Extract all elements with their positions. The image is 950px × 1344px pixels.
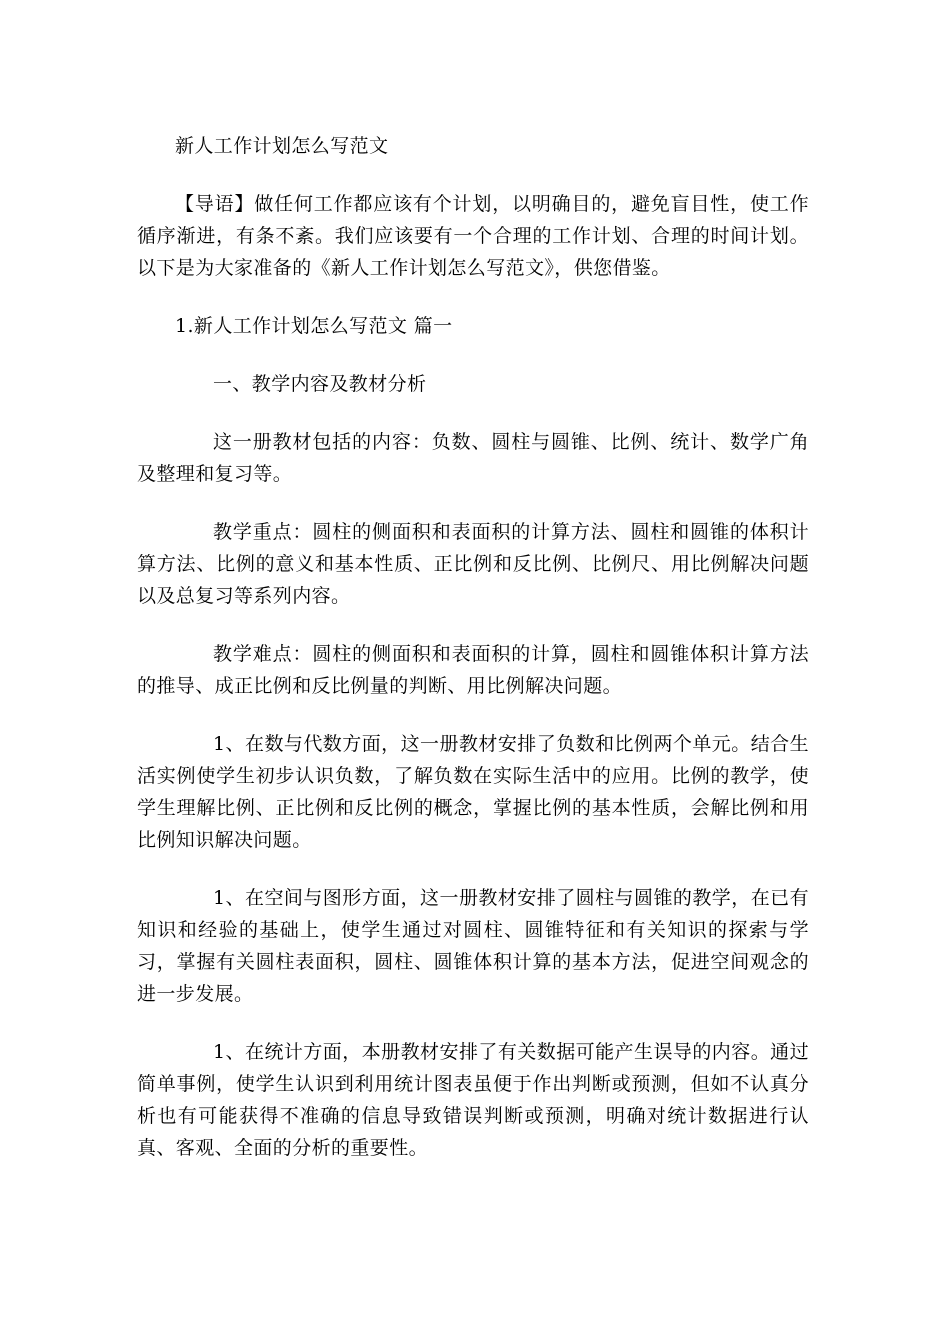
section-heading: 1.新人工作计划怎么写范文 篇一 bbox=[175, 315, 453, 337]
body-paragraph: 教学难点：圆柱的侧面积和表面积的计算，圆柱和圆锥体积计算方法的推导、成正比例和反比例量的判断、用比例解决问题。 bbox=[137, 643, 809, 697]
body-paragraph: 教学重点：圆柱的侧面积和表面积的计算方法、圆柱和圆锥的体积计算方法、比例的意义和基本性质、正比例和反比例、比例尺、用比例解决问题以及总复习等系列内容。 bbox=[137, 521, 809, 607]
body-paragraph: 1、在空间与图形方面，这一册教材安排了圆柱与圆锥的教学，在已有知识和经验的基础上，使学生通过对圆柱、圆锥特征和有关知识的探索与学习，掌握有关圆柱表面积，圆柱、圆锥体积计算的基本方法，促进空间观念的进一步发展。 bbox=[137, 887, 809, 1005]
intro-paragraph: 【导语】做任何工作都应该有个计划，以明确目的，避免盲目性，使工作循序渐进，有条不紊。我们应该要有一个合理的工作计划、合理的时间计划。以下是为大家准备的《新人工作计划怎么写范文》，供您借鉴。 bbox=[137, 193, 809, 279]
body-paragraph: 1、在数与代数方面，这一册教材安排了负数和比例两个单元。结合生活实例使学生初步认识负数，了解负数在实际生活中的应用。比例的教学，使学生理解比例、正比例和反比例的概念，掌握比例的基本性质，会解比例和用比例知识解决问题。 bbox=[137, 733, 809, 851]
body-paragraph: 这一册教材包括的内容：负数、圆柱与圆锥、比例、统计、数学广角及整理和复习等。 bbox=[137, 431, 809, 485]
body-paragraph: 1、在统计方面，本册教材安排了有关数据可能产生误导的内容。通过简单事例，使学生认识到利用统计图表虽便于作出判断或预测，但如不认真分析也有可能获得不准确的信息导致错误判断或预测，明确对统计数据进行认真、客观、全面的分析的重要性。 bbox=[137, 1041, 809, 1159]
subsection-heading: 一、教学内容及教材分析 bbox=[213, 373, 427, 395]
document-page bbox=[137, 130, 809, 1190]
document-title: 新人工作计划怎么写范文 bbox=[175, 135, 389, 157]
